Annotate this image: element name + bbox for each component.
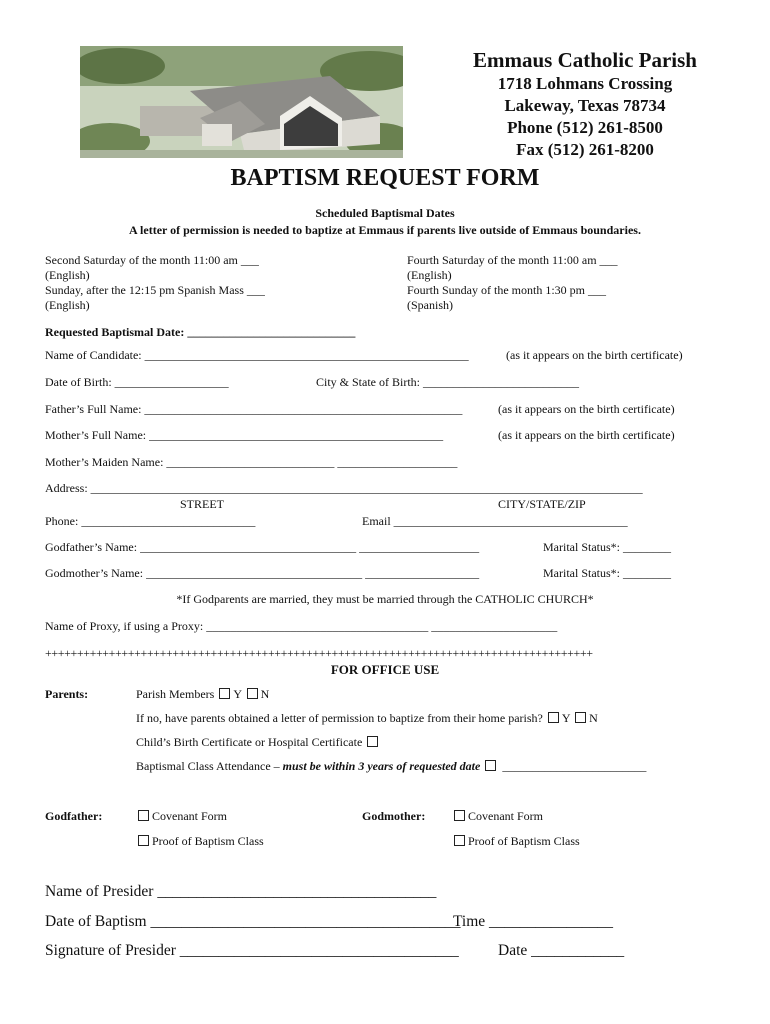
godmother-proof-checkbox[interactable] bbox=[454, 835, 465, 846]
separator-line: ++++++++++++++++++++++++++++++++++++++++++++++++++++++++++++++++++++++++++++++++++++++ bbox=[45, 646, 593, 660]
class-attendance-blank[interactable]: ________________________ bbox=[502, 759, 647, 773]
godmother-covenant-row bbox=[452, 809, 543, 824]
permission-notice: A letter of permission is needed to baptize at Emmaus if parents live outside of Emmaus boundaries. bbox=[129, 223, 641, 237]
godmother-proof-row bbox=[452, 834, 580, 849]
godfather-proof-checkbox[interactable] bbox=[138, 835, 149, 846]
signature-date-field[interactable]: Date ____________ bbox=[498, 942, 625, 959]
presider-signature-field[interactable]: Signature of Presider ____________________________________ bbox=[45, 942, 459, 959]
covenant-label: Covenant Form bbox=[468, 809, 543, 823]
schedule-right-2: (English) bbox=[407, 268, 452, 282]
baptism-time-field[interactable]: Time ________________ bbox=[453, 913, 614, 930]
phone-field[interactable]: Phone: _____________________________ bbox=[45, 514, 256, 528]
parish-address-line2: Lakeway, Texas 78734 bbox=[504, 96, 666, 115]
parish-members-label: Parish Members bbox=[136, 687, 215, 701]
proof-class-label: Proof of Baptism Class bbox=[152, 834, 264, 848]
permission-question: If no, have parents obtained a letter of permission to baptize from their home parish? bbox=[136, 711, 543, 725]
no-label: N bbox=[260, 687, 270, 701]
parish-address-line1: 1718 Lohmans Crossing bbox=[497, 74, 673, 93]
address-field[interactable]: Address: ____________________________________________________________________________________________ bbox=[45, 481, 643, 495]
requested-date-field[interactable]: Requested Baptismal Date: ____________________________ bbox=[45, 325, 356, 339]
schedule-right-1: Fourth Saturday of the month 11:00 am ___ bbox=[407, 253, 618, 267]
schedule-right-3: Fourth Sunday of the month 1:30 pm ___ bbox=[407, 283, 606, 297]
godparent-note: *If Godparents are married, they must be married through the CATHOLIC CHURCH* bbox=[176, 592, 594, 606]
no-label: N bbox=[589, 711, 598, 725]
class-attendance-label: Baptismal Class Attendance – bbox=[136, 759, 283, 773]
yes-label: Y bbox=[233, 687, 242, 701]
godfather-name-field[interactable]: Godfather’s Name: ____________________________________ ____________________ bbox=[45, 540, 480, 554]
birth-cert-checkbox[interactable] bbox=[367, 736, 378, 747]
proof-class-label: Proof of Baptism Class bbox=[468, 834, 580, 848]
permission-yes-checkbox[interactable] bbox=[548, 712, 559, 723]
godfather-proof-row bbox=[136, 834, 264, 849]
schedule-left-4: (English) bbox=[45, 298, 90, 312]
parents-label: Parents: bbox=[45, 687, 89, 701]
class-attendance-row bbox=[136, 759, 646, 774]
parish-members-row bbox=[136, 687, 269, 702]
candidate-note: (as it appears on the birth certificate) bbox=[506, 348, 683, 362]
class-attendance-checkbox[interactable] bbox=[485, 760, 496, 771]
schedule-left-2: (English) bbox=[45, 268, 90, 282]
godfather-label: Godfather: bbox=[45, 809, 103, 823]
office-use-heading: FOR OFFICE USE bbox=[330, 662, 440, 677]
schedule-left-1: Second Saturday of the month 11:00 am ___ bbox=[45, 253, 259, 267]
city-state-zip-label: CITY/STATE/ZIP bbox=[498, 497, 586, 511]
schedule-right-4: (Spanish) bbox=[407, 298, 453, 312]
godfather-marital-status[interactable]: Marital Status*: ________ bbox=[543, 540, 671, 554]
parish-name: Emmaus Catholic Parish bbox=[472, 48, 697, 72]
street-label: STREET bbox=[180, 497, 224, 511]
mother-note: (as it appears on the birth certificate) bbox=[498, 428, 675, 442]
permission-row bbox=[136, 711, 598, 726]
covenant-label: Covenant Form bbox=[152, 809, 227, 823]
birth-cert-row bbox=[136, 735, 381, 750]
godmother-name-field[interactable]: Godmother’s Name: ____________________________________ ___________________ bbox=[45, 566, 480, 580]
mother-name-field[interactable]: Mother’s Full Name: _________________________________________________ bbox=[45, 428, 444, 442]
church-aerial-image bbox=[80, 46, 403, 158]
schedule-left-3: Sunday, after the 12:15 pm Spanish Mass ___ bbox=[45, 283, 265, 297]
godmother-covenant-checkbox[interactable] bbox=[454, 810, 465, 821]
yes-label: Y bbox=[561, 711, 571, 725]
parish-members-yes-checkbox[interactable] bbox=[219, 688, 230, 699]
email-field[interactable]: Email _______________________________________ bbox=[362, 514, 628, 528]
schedule-heading: Scheduled Baptismal Dates bbox=[315, 206, 455, 220]
maiden-name-field[interactable]: Mother’s Maiden Name: ____________________________ ____________________ bbox=[45, 455, 458, 469]
church-photo bbox=[80, 46, 403, 158]
class-attendance-emphasis: must be within 3 years of requested date bbox=[282, 759, 481, 773]
parish-phone: Phone (512) 261-8500 bbox=[507, 118, 663, 137]
date-of-birth-field[interactable]: Date of Birth: ___________________ bbox=[45, 375, 229, 389]
presider-name-field[interactable]: Name of Presider ____________________________________ bbox=[45, 883, 437, 900]
birth-cert-label: Child’s Birth Certificate or Hospital Certificate bbox=[136, 735, 363, 749]
godmother-label: Godmother: bbox=[362, 809, 426, 823]
godmother-marital-status[interactable]: Marital Status*: ________ bbox=[543, 566, 671, 580]
godfather-covenant-checkbox[interactable] bbox=[138, 810, 149, 821]
godfather-covenant-row bbox=[136, 809, 227, 824]
candidate-name-field[interactable]: Name of Candidate: ______________________________________________________ bbox=[45, 348, 469, 362]
proxy-name-field[interactable]: Name of Proxy, if using a Proxy: _____________________________________ _____________________ bbox=[45, 619, 558, 633]
father-name-field[interactable]: Father’s Full Name: _____________________________________________________ bbox=[45, 402, 463, 416]
father-note: (as it appears on the birth certificate) bbox=[498, 402, 675, 416]
form-title: BAPTISM REQUEST FORM bbox=[230, 165, 540, 191]
birth-place-field[interactable]: City & State of Birth: __________________________ bbox=[316, 375, 579, 389]
baptism-date-field[interactable]: Date of Baptism ________________________________________ bbox=[45, 913, 461, 930]
parish-fax: Fax (512) 261-8200 bbox=[516, 140, 654, 159]
parish-members-no-checkbox[interactable] bbox=[247, 688, 258, 699]
permission-no-checkbox[interactable] bbox=[575, 712, 586, 723]
